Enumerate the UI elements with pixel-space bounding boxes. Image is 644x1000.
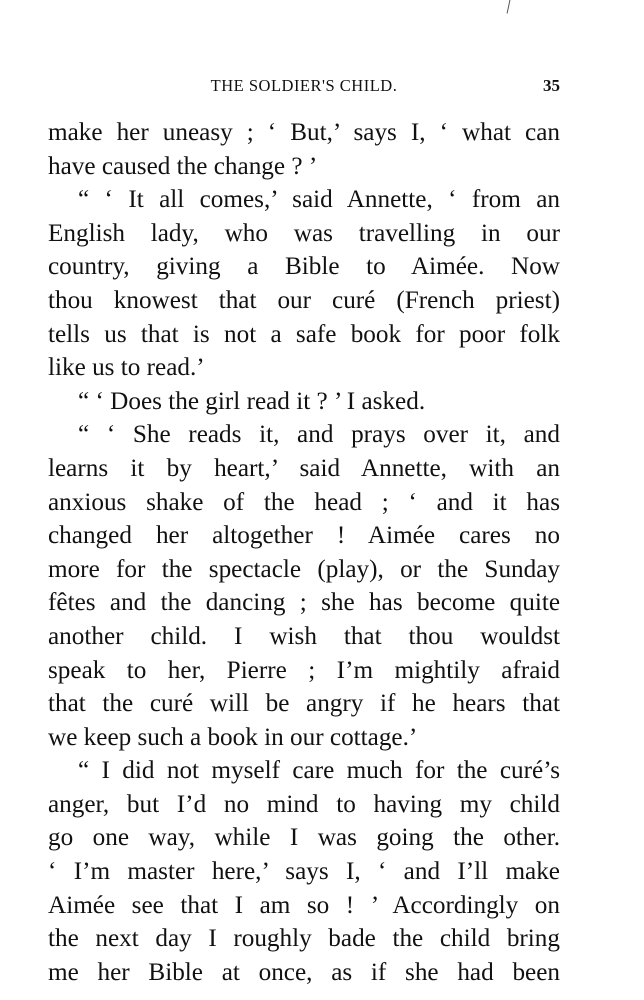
text-line: “ ‘ Does the girl read it ? ’ I asked. [78, 387, 426, 415]
text-line: ‘ I’m master here,’ says I, ‘ and I’ll make [48, 858, 560, 886]
body-text [48, 116, 560, 989]
text-line: “ ‘ It all comes,’ said Annette, ‘ from an [78, 186, 560, 214]
text-line: English lady, who was travelling in our [48, 219, 560, 247]
running-title: THE SOLDIER'S CHILD. [210, 76, 398, 95]
text-line: that the curé will be angry if he hears that [48, 690, 560, 718]
text-line: the next day I roughly bade the child bring [48, 925, 560, 953]
text-line: changed her altogether ! Aimée cares no [48, 522, 560, 550]
text-line: we keep such a book in our cottage.’ [48, 723, 418, 751]
text-line: tells us that is not a safe book for poor folk [48, 320, 560, 348]
text-line: speak to her, Pierre ; I’m mightily afraid [48, 656, 560, 684]
page-number: 35 [543, 76, 560, 95]
text-line: make her uneasy ; ‘ But,’ says I, ‘ what can [48, 119, 560, 146]
text-line: go one way, while I was going the other. [48, 824, 560, 852]
text-line: me her Bible at once, as if she had been [48, 958, 560, 986]
text-line: have caused the change ? ’ [48, 152, 318, 180]
text-line: another child. I wish that thou wouldst [48, 622, 560, 650]
text-line: more for the spectacle (play), or the Sunday [48, 555, 560, 583]
text-line: country, giving a Bible to Aimée. Now [48, 253, 560, 281]
text-line: “ I did not myself care much for the curé’s [78, 757, 560, 785]
text-line: Aimée see that I am so ! ’ Accordingly on [48, 891, 560, 919]
text-line: like us to read.’ [48, 354, 205, 382]
text-line: learns it by heart,’ said Annette, with an [48, 454, 560, 482]
text-line: anxious shake of the head ; ‘ and it has [48, 488, 560, 516]
text-line: fêtes and the dancing ; she has become quite [48, 589, 560, 617]
text-line: thou knowest that our curé (French priest) [48, 286, 560, 314]
text-line: anger, but I’d no mind to having my child [48, 790, 560, 818]
text-line: “ ‘ She reads it, and prays over it, and [78, 421, 560, 449]
pencil-mark [507, 0, 515, 14]
page-header [48, 74, 560, 98]
